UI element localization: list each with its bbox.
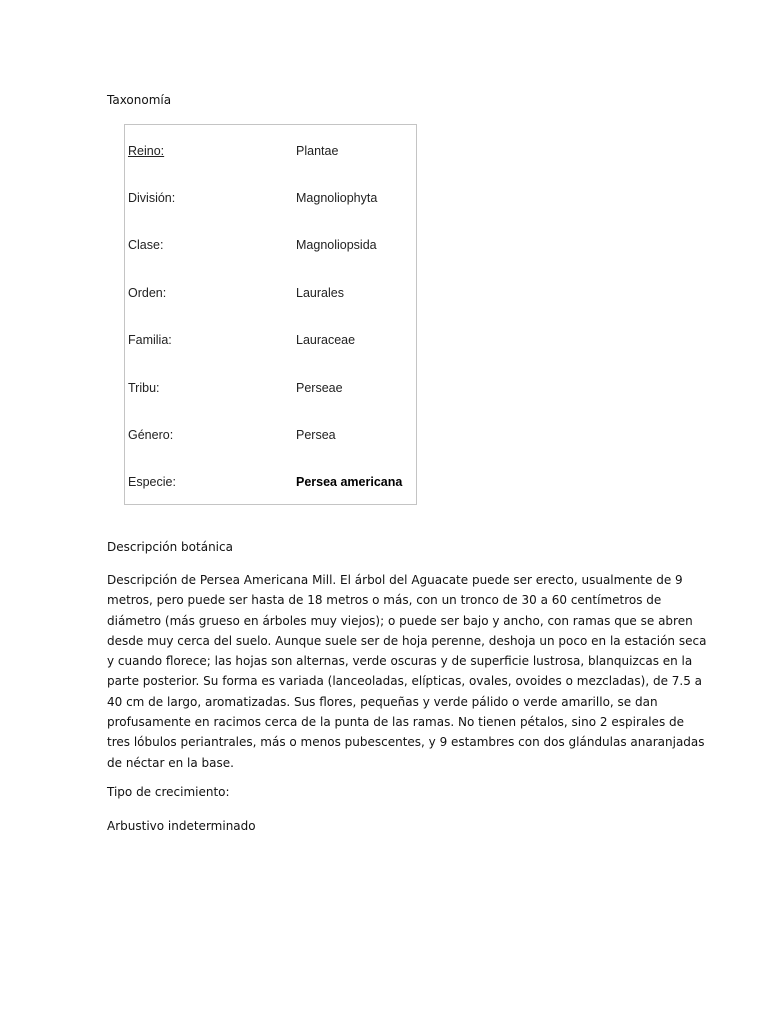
taxonomy-row <box>125 191 416 211</box>
taxonomy-value-species: Persea americana <box>296 475 403 489</box>
description-line: y cuando florece; las hojas son alternas, verde oscuras y de superficie lustrosa, blanquizcas en la <box>107 654 693 669</box>
taxonomy-row <box>125 333 416 353</box>
description-line: Descripción de Persea Americana Mill. El árbol del Aguacate puede ser erecto, usualmente de 9 <box>107 573 683 587</box>
taxonomy-row <box>125 475 416 495</box>
taxonomy-row <box>125 144 416 164</box>
taxonomy-row <box>125 381 416 401</box>
growth-type-heading: Tipo de crecimiento: <box>107 785 230 799</box>
taxonomy-row <box>125 238 416 258</box>
taxonomy-value: Magnoliopsida <box>296 238 377 252</box>
description-line: tres lóbulos periantrales, más o menos pubescentes, y 9 estambres con dos glándulas anaranjadas <box>107 735 705 750</box>
taxonomy-label: Especie: <box>128 475 176 489</box>
taxonomy-label: Familia: <box>128 333 172 347</box>
growth-type-value: Arbustivo indeterminado <box>107 819 256 833</box>
taxonomy-value: Magnoliophyta <box>296 191 378 205</box>
taxonomy-label: Tribu: <box>128 381 160 395</box>
taxonomy-value: Laurales <box>296 286 344 300</box>
description-line: desde muy cerca del suelo. Aunque suele ser de hoja perenne, deshoja un poco en la estación seca <box>107 633 707 648</box>
taxonomy-label: Orden: <box>128 286 167 300</box>
description-line: diámetro (más grueso en árboles muy viejos); o puede ser bajo y ancho, con ramas que se abren <box>107 613 693 628</box>
description-line: metros, pero puede ser hasta de 18 metros o más, con un tronco de 30 a 60 centímetros de <box>107 593 662 608</box>
description-paragraph <box>107 570 707 773</box>
description-line: de néctar en la base. <box>107 755 234 770</box>
taxonomy-row <box>125 428 416 448</box>
taxonomy-label: Clase: <box>128 238 164 252</box>
taxonomy-label: Género: <box>128 428 174 442</box>
taxonomy-label: División: <box>128 191 176 205</box>
taxonomy-row <box>125 286 416 306</box>
description-line: parte posterior. Su forma es variada (lanceoladas, elípticas, ovales, ovoides o mezcladas), de 7.5 a <box>107 674 703 689</box>
taxonomy-value: Lauraceae <box>296 333 356 347</box>
taxonomy-value: Plantae <box>296 144 339 158</box>
taxonomy-table <box>124 124 417 505</box>
description-heading: Descripción botánica <box>107 540 233 554</box>
description-line: profusamente en racimos cerca de la punta de las ramas. No tienen pétalos, sino 2 espirales de <box>107 715 685 730</box>
taxonomy-label-reino-link[interactable]: Reino: <box>128 144 165 158</box>
taxonomy-heading: Taxonomía <box>107 93 172 107</box>
taxonomy-value: Persea <box>296 428 336 442</box>
taxonomy-value: Perseae <box>296 381 343 395</box>
description-line: 40 cm de largo, aromatizadas. Sus flores, pequeñas y verde pálido o verde amarillo, se dan <box>107 694 658 709</box>
